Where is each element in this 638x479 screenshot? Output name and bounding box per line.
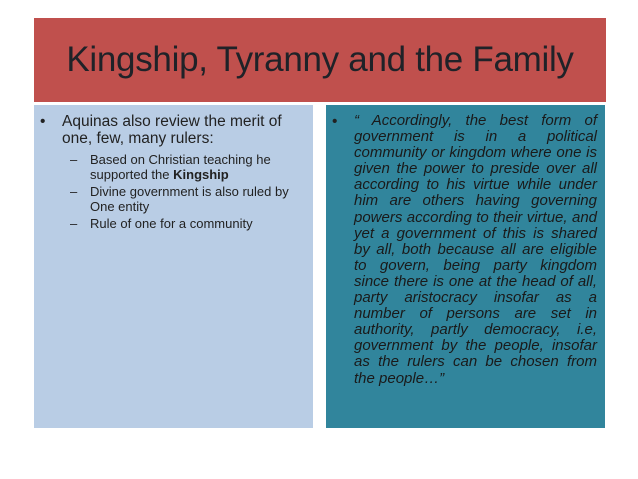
sub-point xyxy=(70,216,307,231)
sub-point-prefix: Based on Christian teaching he supported the xyxy=(90,152,271,182)
dash-glyph: – xyxy=(70,152,78,167)
main-point-text: Aquinas also review the merit of one, few, many rulers: xyxy=(62,113,282,147)
kingship-emphasis: Kingship xyxy=(173,167,229,182)
slide-title: Kingship, Tyranny and the Family xyxy=(66,40,574,79)
dash-glyph: – xyxy=(70,184,78,199)
bullet-glyph: • xyxy=(40,113,46,130)
sub-point-text: Rule of one for a community xyxy=(90,216,253,231)
quote-bullet-point xyxy=(330,113,597,387)
right-quote-panel xyxy=(326,105,605,428)
aquinas-quote: “ Accordingly, the best form of government is in a political community or kingdom where one is given the power to preside over all according to his virtue while under him are others having governing powers according to their virtue, and yet a government of this is shared by all, both because all are eligible to govern, being party kingdom since there is one at the head of all, party aristocracy insofar as a number of persons are set in authority, partly democracy, i.e, government by the people, insofar as the rulers can be chosen from the people…” xyxy=(354,112,597,387)
main-bullet-point xyxy=(38,113,307,147)
sub-point xyxy=(70,184,307,214)
bullet-glyph: • xyxy=(332,113,338,130)
dash-glyph: – xyxy=(70,216,78,231)
sub-point-text: Divine government is also ruled by One entity xyxy=(90,184,289,214)
sub-point xyxy=(70,152,307,182)
left-content-panel xyxy=(34,105,313,428)
sub-point-text xyxy=(90,152,307,182)
sub-point-list xyxy=(38,152,307,231)
title-bar xyxy=(34,18,606,102)
